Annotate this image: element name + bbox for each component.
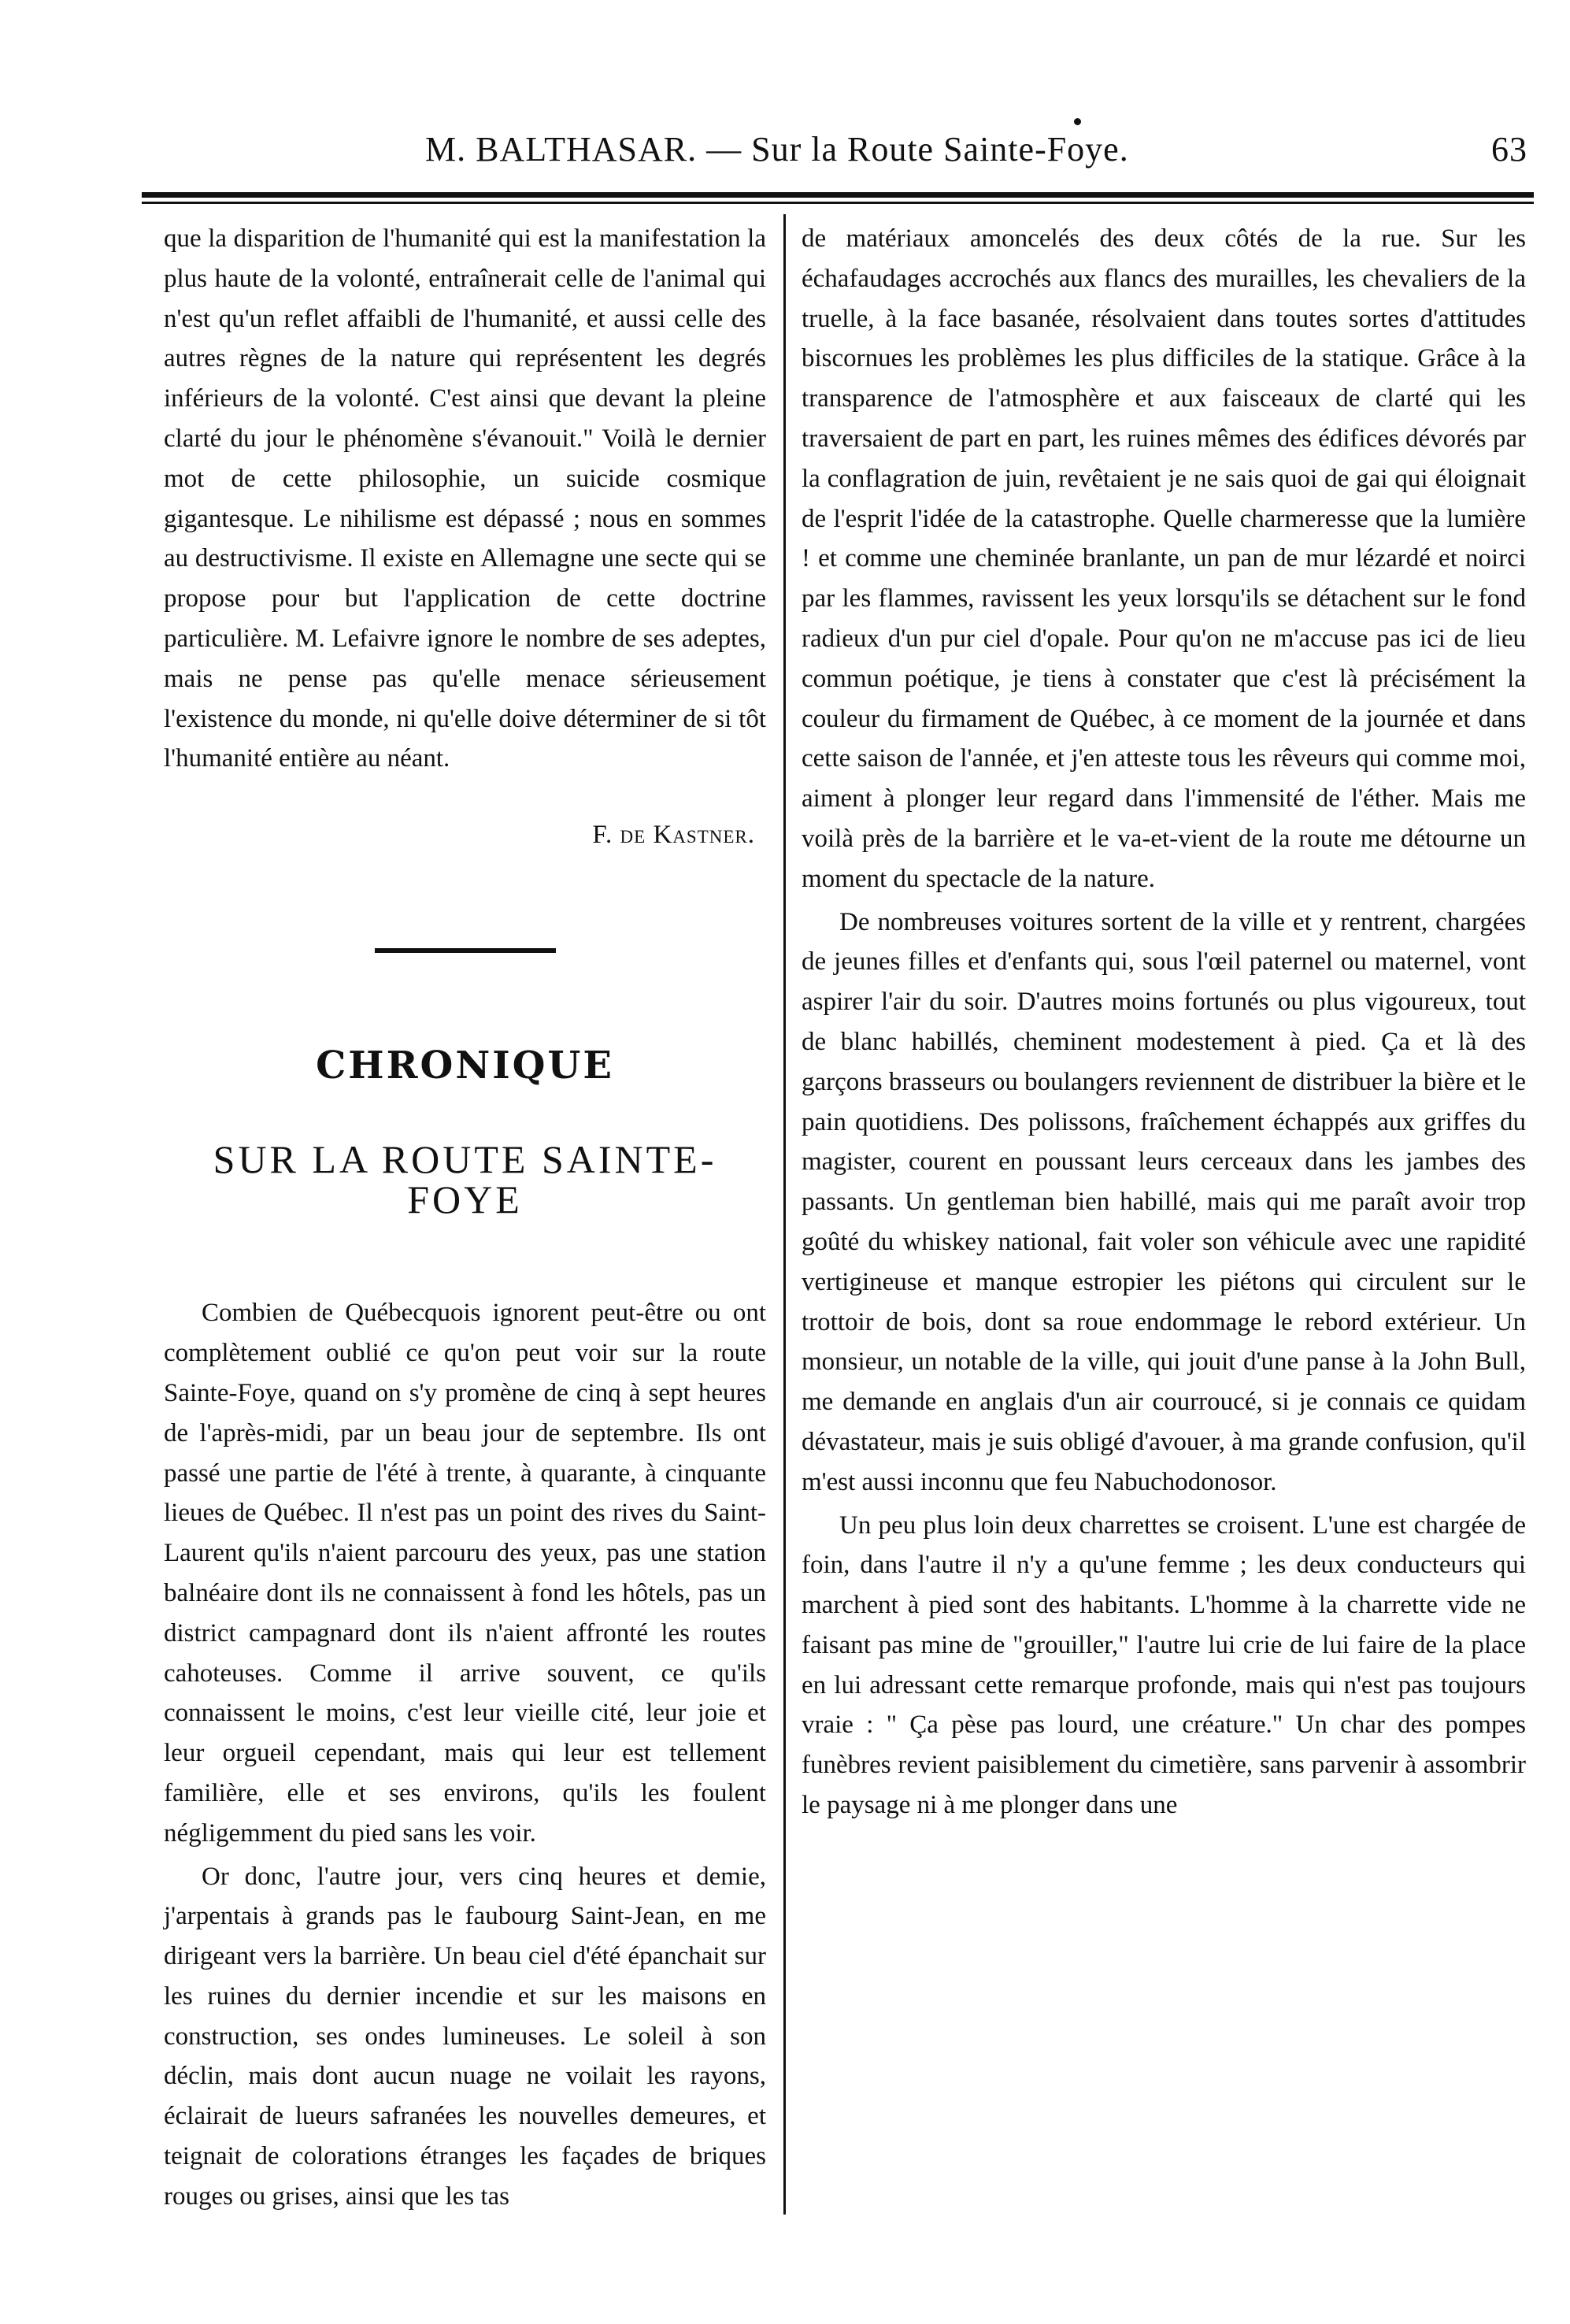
left-column [164, 219, 766, 2217]
section-subtitle: SUR LA ROUTE SAINTE-FOYE [213, 1136, 717, 1221]
section-separator [375, 948, 556, 953]
paragraph: Combien de Québecquois ignorent peut-être ou ont complètement oublié ce qu'on peut voir sur la route Sainte-Foye, quand on s'y promène de cinq à sept heures de l'après-midi, par un beau jour de septembre. Ils ont passé une partie de l'été à trente, à quarante, à cinquante lieues de Québec. Il n'est pas un point des rives du Saint-Laurent qu'ils n'aient parcouru des yeux, pas une station balnéaire dont ils ne connaissent à fond les hôtels, pas un district campagnard dont ils n'aient affronté les routes cahoteuses. Comme il arrive souvent, ce qu'ils connaissent le moins, c'est leur vieille cité, leur joie et leur orgueil cependant, mais qui leur est tellement familière, elle et ses environs, qu'ils les foulent négligemment du pied sans les voir. [164, 1299, 766, 1848]
header-rule-thin [142, 202, 1534, 204]
running-header [157, 124, 1527, 180]
paragraph: que la disparition de l'humanité qui est la manifestation la plus haute de la volonté, entraînerait celle de l'animal qui n'est qu'un reflet affaibli de l'humanité, et aussi celle des autres règnes de la nature qui représentent les degrés inférieurs de la volonté. C'est ainsi que devant la pleine clarté du jour le phénomène s'évanouit." Voilà le dernier mot de cette philosophie, un suicide cosmique gigantesque. Le nihilisme est dépassé ; nous en sommes au destructivisme. Il existe en Allemagne une secte qui se propose pour but l'application de cette doctrine particulière. M. Lefaivre ignore le nombre de ses adeptes, mais ne pense pas qu'elle menace sérieusement l'existence du monde, ni qu'elle doive déterminer de si tôt l'humanité entière au néant. [164, 224, 766, 773]
header-rule-thick [142, 192, 1534, 198]
paragraph: de matériaux amoncelés des deux côtés de la rue. Sur les échafaudages accrochés aux flancs des murailles, les chevaliers de la truelle, à la face basanée, résolvaient dans toutes sortes d'attitudes biscornues les problèmes les plus difficiles de la statique. Grâce à la transparence de l'atmosphère et aux faisceaux de clarté qui les traversaient de part en part, les ruines mêmes des édifices dévorés par la conflagration de juin, revêtaient je ne sais quoi de gai qui éloignait de l'esprit l'idée de la catastrophe. Quelle charmeresse que la lumière ! et comme une cheminée branlante, un pan de mur lézardé et noirci par les flammes, ravissent les yeux lorsqu'ils se détachent sur le fond radieux d'un pur ciel d'opale. Pour qu'on ne m'accuse pas ici de lieu commun poétique, je tiens à constater que c'est là précisément la couleur du firmament de Québec, à ce moment de la journée et dans cette saison de l'année, et j'en atteste tous les rêveurs qui comme moi, aiment à plonger leur regard dans l'immensité de l'éther. Mais me voilà près de la barrière et le va-et-vient de la route me détourne un moment du spectacle de la nature. [802, 224, 1526, 893]
paragraph: Or donc, l'autre jour, vers cinq heures et demie, j'arpentais à grands pas le faubourg Saint-Jean, en me dirigeant vers la barrière. Un beau ciel d'été épanchait sur les ruines du dernier incendie et sur les maisons en construction, ses ondes lumineuses. Le soleil à son déclin, mais dont aucun nuage ne voilait les rayons, éclairait de lueurs safranées les nouvelles demeures, et teignait de colorations étranges les façades de briques rouges ou grises, ainsi que les tas [164, 1862, 766, 2211]
paragraph: Un peu plus loin deux charrettes se croisent. L'une est chargée de foin, dans l'autre il n'y a qu'une femme ; les deux conducteurs qui marchent à pied sont des habitants. L'homme à la charrette vide ne faisant pas mine de "grouiller," l'autre lui crie de lui faire de la place en lui adressant cette remarque profonde, mais qui n'est pas toujours vraie : " Ça pèse pas lourd, une créature." Un char des pompes funèbres revient paisiblement du cimetière, sans parvenir à assombrir le paysage ni à me plonger dans une [802, 1510, 1526, 1820]
section-title: CHRONIQUE [316, 1043, 614, 1088]
signature: F. de Kastner. [592, 821, 755, 850]
right-column [802, 219, 1526, 1825]
column-divider [783, 214, 786, 2215]
paragraph: De nombreuses voitures sortent de la ville et y rentrent, chargées de jeunes filles et d'enfants qui, sous l'œil paternel ou maternel, vont aspirer l'air du soir. D'autres moins fortunés ou plus vigoureux, tout de blanc habillés, cheminent modestement à pied. Ça et là des garçons brasseurs ou boulangers reviennent de distribuer la bière et le pain quotidiens. Des polissons, fraîchement échappés aux griffes du magister, courent en poussant leurs cerceaux dans les jambes des passants. Un gentleman bien habillé, mais qui me paraît avoir trop goûté du whiskey national, fait voler son véhicule avec une rapidité vertigineuse et manque estropier les piétons qui circulent sur le trottoir de bois, dont sa roue endommage le rebord extérieur. Un monsieur, un notable de la ville, qui jouit d'une panse à la John Bull, me demande en anglais d'un air courroucé, si je connais ce quidam dévastateur, mais je suis obligé d'avouer, à ma grande confusion, qu'il m'est aussi inconnu que feu Nabuchodonosor. [802, 907, 1527, 1496]
header-title: M. BALTHASAR. — Sur la Route Sainte-Foye. [425, 130, 1129, 169]
page-number: 63 [1491, 130, 1527, 169]
